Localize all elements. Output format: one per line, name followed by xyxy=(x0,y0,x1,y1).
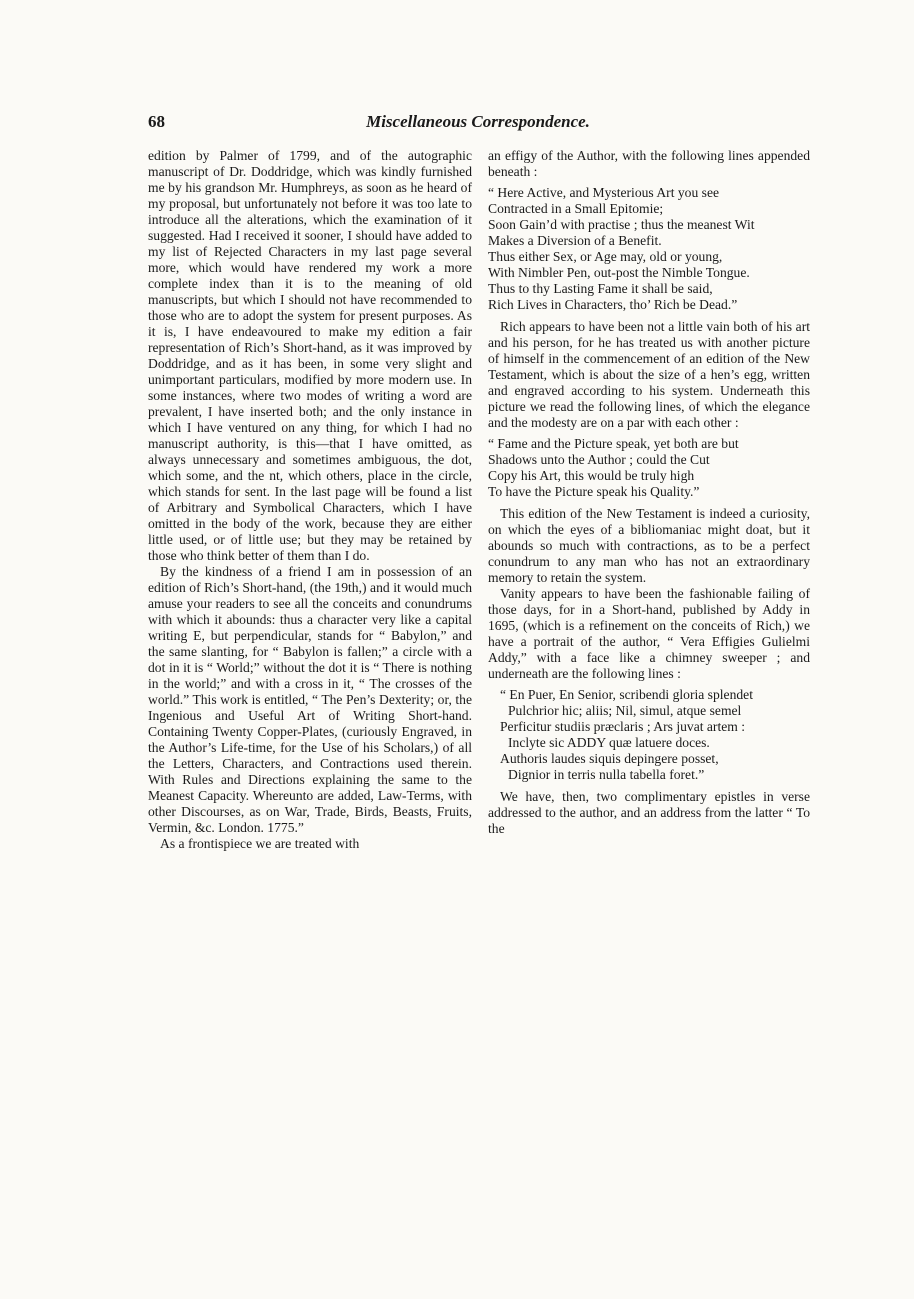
paragraph: Vanity appears to have been the fashionable failing of those days, for in a Short-hand, published by Addy in 1695, (which is a refinement on the conceits of Rich,) we have a portrait of the author, “ Vera Effigies Gulielmi Addy,” with a face like a chimney sweeper ; and underneath are the following lines : xyxy=(488,586,810,681)
verse-line: Copy his Art, this would be truly high xyxy=(488,468,695,483)
verse-line: Makes a Diversion of a Benefit. xyxy=(488,233,662,248)
right-column xyxy=(488,148,810,837)
paragraph: edition by Palmer of 1799, and of the autographic manuscript of Dr. Doddridge, which was kindly furnished me by his grandson Mr. Humphreys, as soon as he heard of my proposal, but unfortunately not before it was too late to introduce all the alterations, which the examination of it suggested. Had I received it sooner, I should have added to my list of Rejected Characters in my last page several more, which would have rendered my work a more complete index than it is to the meaning of old manuscripts, but which I should not have recommended to those who are to adopt the system for present purposes. As it is, I have endeavoured to make my edition a fair representation of Rich’s Short-hand, as it was improved by Doddridge, and as it has been, in some very slight and unimportant particulars, modified by more modern use. In some instances, where two modes of writing a word are prevalent, I have inserted both; and the only instance in which I have ventured on any thing, for which I had no manuscript authority, is this—that I have omitted, as always unnecessary and sometimes ambiguous, the dot, which some, and the nt, which others, place in the circle, which stands for sent. In the last page will be found a list of Arbitrary and Symbolical Characters, which I have omitted in the body of the work, because they are either little used, or of little use; but they may be retained by those who think better of them than I do. xyxy=(148,148,472,563)
verse-block xyxy=(488,436,810,500)
paragraph: We have, then, two complimentary epistles in verse addressed to the author, and an address from the latter “ To the xyxy=(488,789,810,836)
verse-line: Pulchrior hic; aliis; Nil, simul, atque semel xyxy=(508,703,742,718)
verse-block xyxy=(488,185,810,313)
verse-line: Inclyte sic ADDY quæ latuere doces. xyxy=(508,735,710,750)
verse-line: Thus to thy Lasting Fame it shall be said, xyxy=(488,281,713,296)
page-header xyxy=(148,112,808,136)
verse-line: Soon Gain’d with practise ; thus the meanest Wit xyxy=(488,217,755,232)
paragraph: an effigy of the Author, with the following lines appended beneath : xyxy=(488,148,810,179)
page-number: 68 xyxy=(148,112,165,131)
verse-line: “ Here Active, and Mysterious Art you see xyxy=(488,185,720,200)
verse-line: “ En Puer, En Senior, scribendi gloria splendet xyxy=(500,687,753,702)
paragraph: As a frontispiece we are treated with xyxy=(160,836,360,851)
verse-line: Thus either Sex, or Age may, old or young, xyxy=(488,249,723,264)
left-column xyxy=(148,148,472,852)
running-title: Miscellaneous Correspondence. xyxy=(366,112,590,131)
paragraph: This edition of the New Testament is indeed a curiosity, on which the eyes of a bibliomaniac might doat, but it abounds so much with contractions, as to be a perfect conundrum to any man who has not an extraordinary memory to retain the system. xyxy=(488,506,810,585)
verse-line: Perficitur studiis præclaris ; Ars juvat artem : xyxy=(500,719,746,734)
verse-line: “ Fame and the Picture speak, yet both are but xyxy=(488,436,739,451)
verse-line: Shadows unto the Author ; could the Cut xyxy=(488,452,710,467)
verse-line: Rich Lives in Characters, tho’ Rich be Dead.” xyxy=(488,297,738,312)
paragraph: By the kindness of a friend I am in possession of an edition of Rich’s Short-hand, (the 19th,) and it would much amuse your readers to see all the conceits and conundrums with which it abounds: thus a character very like a capital writing E, but perpendicular, stands for “ Babylon,” and the same slanting, for “ Babylon is fallen;” a circle with a dot in it is “ World;” without the dot it is “ There is nothing in the world;” and with a cross in it, “ The crosses of the world.” This work is entitled, “ The Pen’s Dexterity; or, the Ingenious and Useful Art of Writing Short-hand. Containing Twenty Copper-Plates, (curiously Engraved, in the Author’s Life-time, for the Use of his Scholars,) of all the Letters, Characters, and Contractions used therein. With Rules and Directions explaining the same to the Meanest Capacity. Whereunto are added, Law-Terms, with other Discourses, as on War, Trade, Birds, Beasts, Fruits, Vermin, &c. London. 1775.” xyxy=(148,564,472,835)
verse-line: Contracted in a Small Epitomie; xyxy=(488,201,664,216)
verse-line: Dignior in terris nulla tabella foret.” xyxy=(508,767,705,782)
verse-line: Authoris laudes siquis depingere posset, xyxy=(500,751,719,766)
verse-line: With Nimbler Pen, out-post the Nimble Tongue. xyxy=(488,265,750,280)
paragraph: Rich appears to have been not a little vain both of his art and his person, for he has treated us with another picture of himself in the commencement of an edition of the New Testament, which is about the size of a hen’s egg, written and engraved according to his system. Underneath this picture we read the following lines, of which the elegance and the modesty are on a par with each other : xyxy=(488,319,810,430)
latin-verse-block xyxy=(488,687,810,783)
verse-line: To have the Picture speak his Quality.” xyxy=(488,484,700,499)
